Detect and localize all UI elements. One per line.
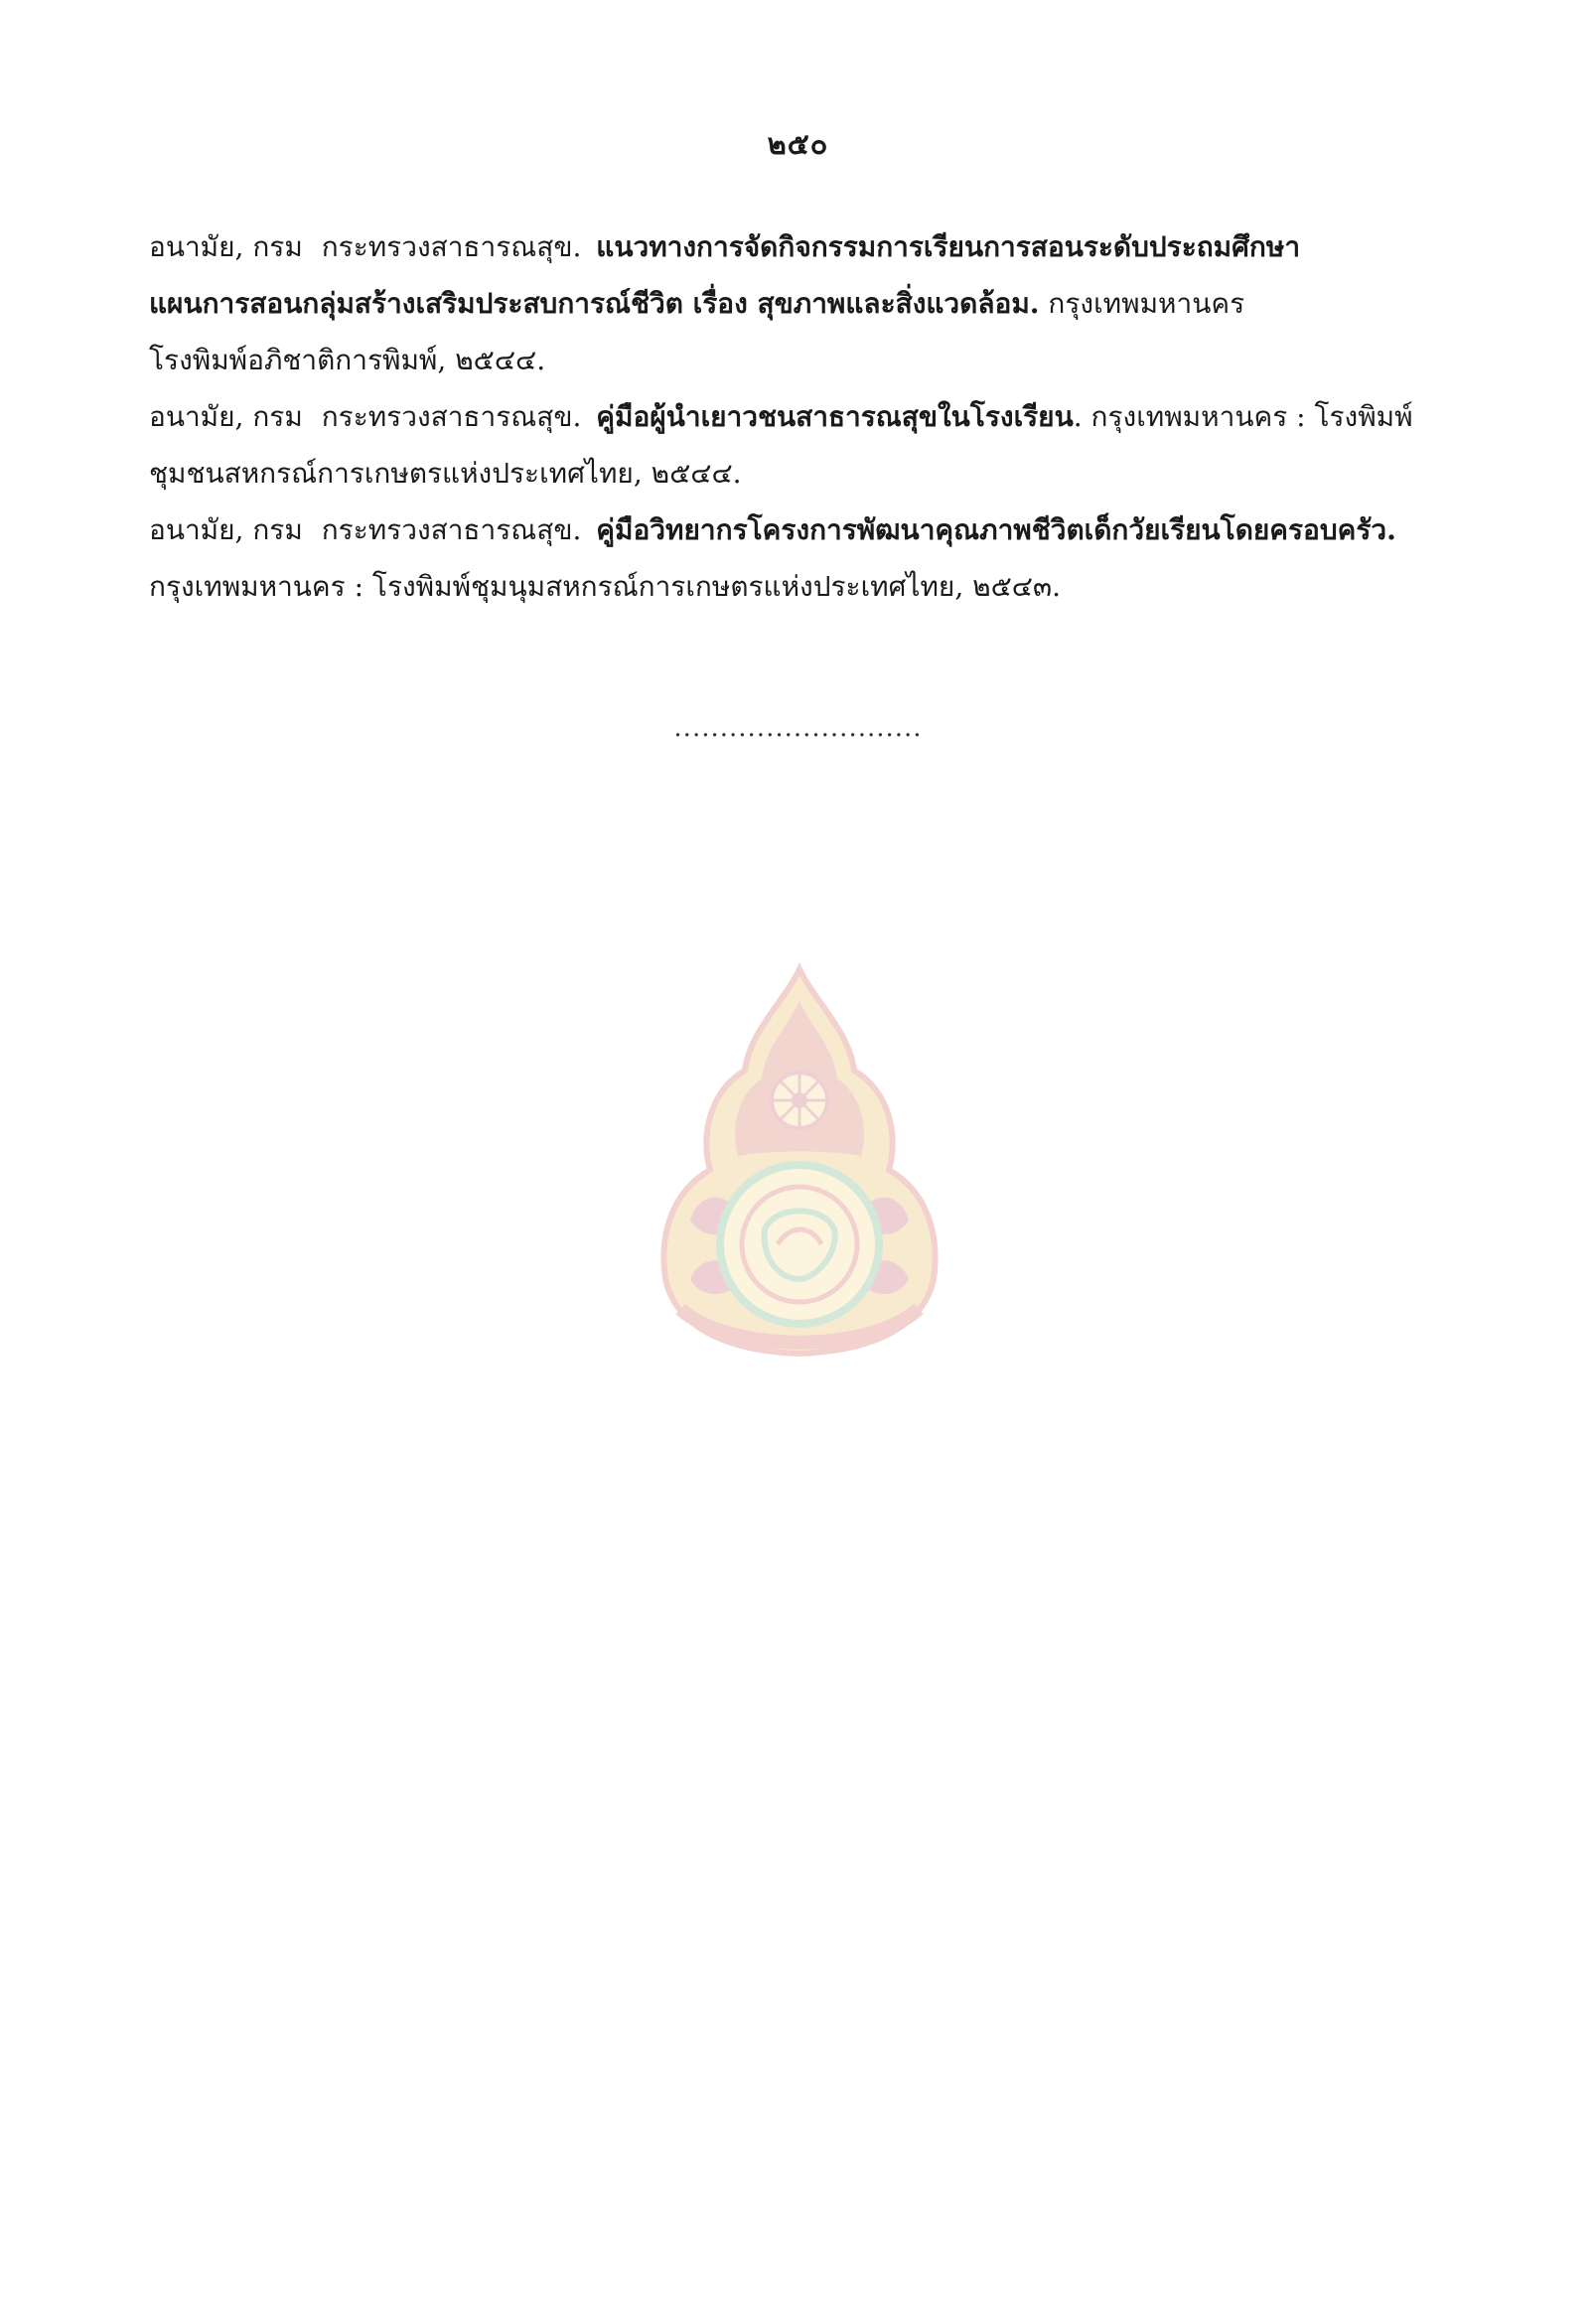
end-marker: ........................... [673, 713, 923, 743]
reference-text: กรุงเทพมหานคร [1039, 287, 1245, 320]
reference-line [149, 388, 1460, 445]
reference-text: . กรุงเทพมหานคร : โรงพิมพ์ [1073, 400, 1413, 433]
reference-publisher: กระทรวงสาธารณสุข. [312, 230, 591, 263]
reference-line [149, 218, 1460, 275]
reference-title: คู่มือผู้นำเยาวชนสาธารณสุขในโรงเรียน [596, 400, 1074, 433]
emblem-watermark-icon [651, 961, 948, 1359]
reference-author: อนามัย, กรม [149, 400, 303, 433]
page-number: ๒๕๐ [767, 127, 829, 161]
reference-line [149, 275, 1460, 332]
reference-author: อนามัย, กรม [149, 513, 303, 546]
reference-title: แนวทางการจัดกิจกรรมการเรียนการสอนระดับประถมศึกษา [596, 230, 1301, 263]
reference-entry [149, 388, 1460, 502]
reference-title: คู่มือวิทยากรโครงการพัฒนาคุณภาพชีวิตเด็กวัยเรียนโดยครอบครัว. [596, 513, 1396, 546]
bibliography [149, 218, 1460, 615]
reference-publisher: กระทรวงสาธารณสุข. [312, 400, 591, 433]
reference-line [149, 502, 1460, 558]
reference-line [149, 558, 1460, 615]
reference-text: กรุงเทพมหานคร : โรงพิมพ์ชุมนุมสหกรณ์การเกษตรแห่งประเทศไทย, ๒๕๔๓. [149, 570, 1061, 603]
reference-text: ชุมชนสหกรณ์การเกษตรแห่งประเทศไทย, ๒๕๔๔. [149, 457, 742, 490]
reference-entry [149, 502, 1460, 615]
reference-publisher: กระทรวงสาธารณสุข. [312, 513, 591, 546]
reference-line [149, 445, 1460, 502]
reference-entry [149, 218, 1460, 388]
reference-text: โรงพิมพ์อภิชาติการพิมพ์, ๒๕๔๔. [149, 344, 546, 376]
reference-author: อนามัย, กรม [149, 230, 303, 263]
reference-title: แผนการสอนกลุ่มสร้างเสริมประสบการณ์ชีวิต เรื่อง สุขภาพและสิ่งแวดล้อม. [149, 287, 1040, 320]
reference-line [149, 332, 1460, 388]
